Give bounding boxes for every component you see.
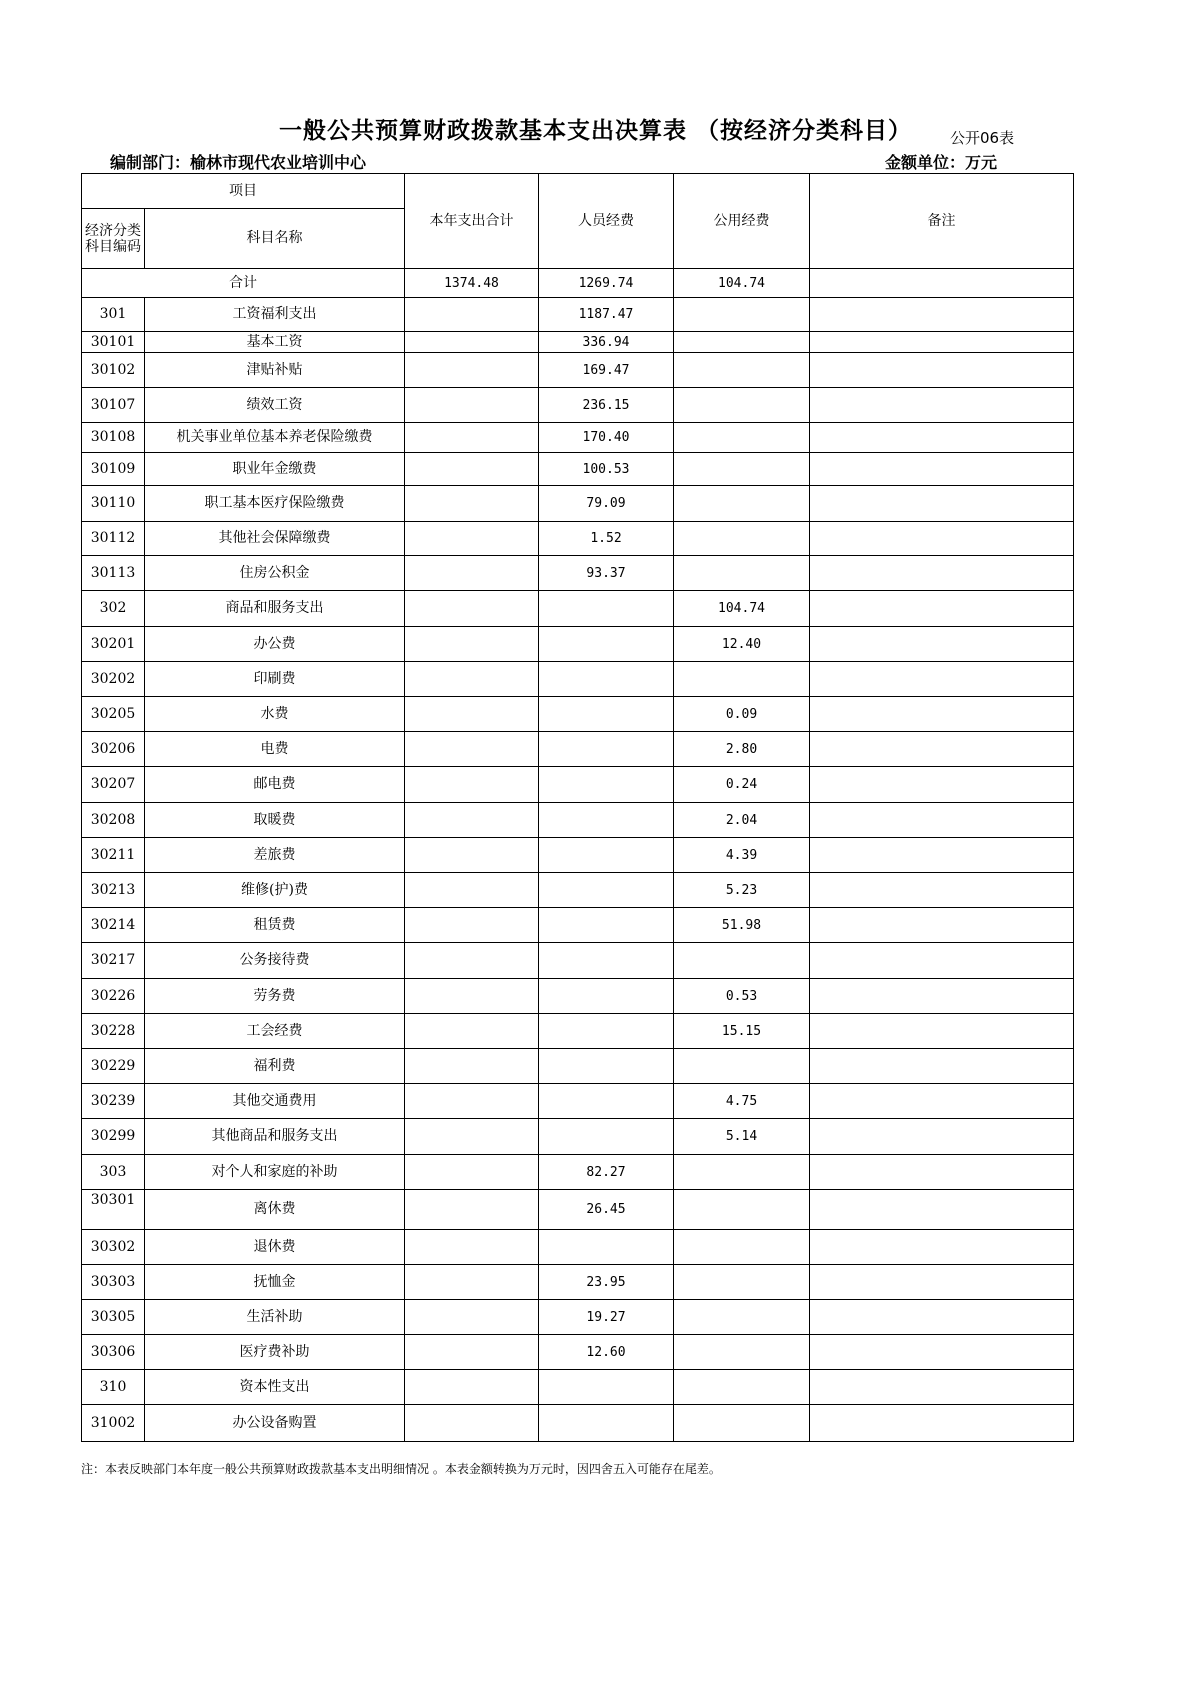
total-personnel: 1269.74 (539, 269, 674, 298)
table-row (82, 767, 1074, 803)
row-total (405, 388, 539, 423)
row-personnel (539, 767, 674, 803)
row-remarks (810, 1405, 1074, 1442)
row-total (405, 1049, 539, 1084)
row-public (674, 298, 810, 332)
row-personnel: 23.95 (539, 1265, 674, 1300)
table-row (82, 1014, 1074, 1049)
row-name: 维修(护)费 (145, 873, 405, 908)
row-name: 职工基本医疗保险缴费 (145, 486, 405, 522)
row-code: 30110 (82, 486, 145, 522)
row-personnel (539, 979, 674, 1014)
row-name: 对个人和家庭的补助 (145, 1155, 405, 1190)
row-personnel: 82.27 (539, 1155, 674, 1190)
table-row (82, 423, 1074, 453)
row-total (405, 1014, 539, 1049)
row-remarks (810, 1049, 1074, 1084)
row-personnel: 100.53 (539, 453, 674, 486)
table-row (82, 332, 1074, 353)
row-total (405, 803, 539, 838)
row-personnel (539, 1049, 674, 1084)
table-row (82, 1049, 1074, 1084)
row-name: 资本性支出 (145, 1370, 405, 1405)
row-remarks (810, 591, 1074, 627)
row-public: 4.75 (674, 1084, 810, 1119)
row-personnel: 26.45 (539, 1190, 674, 1230)
row-remarks (810, 353, 1074, 388)
row-public (674, 486, 810, 522)
row-name: 工资福利支出 (145, 298, 405, 332)
row-public: 0.53 (674, 979, 810, 1014)
row-public (674, 1155, 810, 1190)
row-code: 30109 (82, 453, 145, 486)
table-row (82, 1084, 1074, 1119)
table-row (82, 1370, 1074, 1405)
row-name: 办公费 (145, 627, 405, 662)
table-row (82, 388, 1074, 423)
header-total: 本年支出合计 (405, 174, 539, 269)
row-code: 303 (82, 1155, 145, 1190)
row-total (405, 522, 539, 556)
row-personnel: 1.52 (539, 522, 674, 556)
row-public: 51.98 (674, 908, 810, 943)
row-code: 310 (82, 1370, 145, 1405)
row-code: 30217 (82, 943, 145, 979)
row-remarks (810, 873, 1074, 908)
row-public (674, 662, 810, 697)
row-name: 水费 (145, 697, 405, 732)
row-public (674, 1049, 810, 1084)
table-row (82, 591, 1074, 627)
table-row (82, 453, 1074, 486)
table-row (82, 979, 1074, 1014)
row-code: 30206 (82, 732, 145, 767)
total-remarks (810, 269, 1074, 298)
row-total (405, 1265, 539, 1300)
row-remarks (810, 627, 1074, 662)
department-label: 编制部门：榆林市现代农业培训中心 (110, 153, 367, 172)
row-public: 0.24 (674, 767, 810, 803)
row-code: 30299 (82, 1119, 145, 1155)
row-total (405, 838, 539, 873)
row-code: 30208 (82, 803, 145, 838)
row-name: 取暖费 (145, 803, 405, 838)
row-personnel (539, 1405, 674, 1442)
row-public (674, 1230, 810, 1265)
row-name: 租赁费 (145, 908, 405, 943)
row-total (405, 767, 539, 803)
row-remarks (810, 1335, 1074, 1370)
row-name: 住房公积金 (145, 556, 405, 591)
row-code: 30102 (82, 353, 145, 388)
row-total (405, 1300, 539, 1335)
row-code: 30302 (82, 1230, 145, 1265)
row-remarks (810, 1119, 1074, 1155)
row-remarks (810, 1014, 1074, 1049)
table-row (82, 627, 1074, 662)
row-name: 工会经费 (145, 1014, 405, 1049)
unit-label: 金额单位：万元 (885, 153, 998, 172)
row-personnel: 79.09 (539, 486, 674, 522)
row-total (405, 732, 539, 767)
row-remarks (810, 1370, 1074, 1405)
table-row (82, 1190, 1074, 1230)
row-personnel: 12.60 (539, 1335, 674, 1370)
row-public (674, 1335, 810, 1370)
row-total (405, 1119, 539, 1155)
row-remarks (810, 979, 1074, 1014)
row-public (674, 1190, 810, 1230)
row-code: 30239 (82, 1084, 145, 1119)
table-row (82, 697, 1074, 732)
row-total (405, 556, 539, 591)
row-personnel (539, 838, 674, 873)
row-total (405, 486, 539, 522)
row-personnel: 169.47 (539, 353, 674, 388)
row-personnel (539, 943, 674, 979)
row-personnel: 170.40 (539, 423, 674, 453)
row-code: 30214 (82, 908, 145, 943)
total-row (82, 269, 1074, 298)
row-remarks (810, 1265, 1074, 1300)
row-name: 职业年金缴费 (145, 453, 405, 486)
table-row (82, 1300, 1074, 1335)
row-remarks (810, 943, 1074, 979)
row-total (405, 943, 539, 979)
row-total (405, 908, 539, 943)
row-remarks (810, 423, 1074, 453)
row-total (405, 1190, 539, 1230)
row-personnel (539, 803, 674, 838)
row-public: 0.09 (674, 697, 810, 732)
page-title: 一般公共预算财政拨款基本支出决算表 （按经济分类科目） (278, 117, 912, 144)
row-remarks (810, 732, 1074, 767)
row-public: 2.80 (674, 732, 810, 767)
row-total (405, 1084, 539, 1119)
row-public: 5.23 (674, 873, 810, 908)
total-label: 合计 (82, 269, 405, 298)
row-public (674, 353, 810, 388)
row-remarks (810, 767, 1074, 803)
table-row (82, 1405, 1074, 1442)
row-total (405, 697, 539, 732)
row-name: 退休费 (145, 1230, 405, 1265)
table-row (82, 1155, 1074, 1190)
row-public: 12.40 (674, 627, 810, 662)
row-name: 差旅费 (145, 838, 405, 873)
row-code: 301 (82, 298, 145, 332)
row-personnel: 236.15 (539, 388, 674, 423)
row-remarks (810, 486, 1074, 522)
table-row (82, 353, 1074, 388)
row-total (405, 1230, 539, 1265)
table-row (82, 803, 1074, 838)
row-personnel: 93.37 (539, 556, 674, 591)
row-total (405, 332, 539, 353)
row-remarks (810, 803, 1074, 838)
row-public (674, 388, 810, 423)
row-personnel (539, 908, 674, 943)
row-name: 其他社会保障缴费 (145, 522, 405, 556)
row-name: 福利费 (145, 1049, 405, 1084)
row-total (405, 627, 539, 662)
row-remarks (810, 453, 1074, 486)
row-code: 30306 (82, 1335, 145, 1370)
row-name: 医疗费补助 (145, 1335, 405, 1370)
row-code: 31002 (82, 1405, 145, 1442)
table-row (82, 1119, 1074, 1155)
header-public: 公用经费 (674, 174, 810, 269)
row-code: 30205 (82, 697, 145, 732)
row-name: 印刷费 (145, 662, 405, 697)
table-row (82, 908, 1074, 943)
row-code: 30229 (82, 1049, 145, 1084)
header-personnel: 人员经费 (539, 174, 674, 269)
row-remarks (810, 908, 1074, 943)
row-public: 5.14 (674, 1119, 810, 1155)
row-name: 公务接待费 (145, 943, 405, 979)
row-code: 30213 (82, 873, 145, 908)
row-code: 30211 (82, 838, 145, 873)
row-total (405, 298, 539, 332)
total-total: 1374.48 (405, 269, 539, 298)
row-code: 30303 (82, 1265, 145, 1300)
row-name: 基本工资 (145, 332, 405, 353)
row-personnel: 19.27 (539, 1300, 674, 1335)
row-total (405, 423, 539, 453)
row-public (674, 522, 810, 556)
row-code: 30201 (82, 627, 145, 662)
table-row (82, 732, 1074, 767)
header-remarks: 备注 (810, 174, 1074, 269)
row-personnel (539, 662, 674, 697)
table-row (82, 873, 1074, 908)
table-row (82, 486, 1074, 522)
form-number: 公开06表 (950, 129, 1015, 147)
row-name: 邮电费 (145, 767, 405, 803)
row-public (674, 1370, 810, 1405)
row-name: 离休费 (145, 1190, 405, 1230)
table-row (82, 943, 1074, 979)
row-total (405, 1370, 539, 1405)
table-row (82, 556, 1074, 591)
row-name: 机关事业单位基本养老保险缴费 (145, 423, 405, 453)
row-personnel (539, 591, 674, 627)
row-public (674, 332, 810, 353)
row-remarks (810, 388, 1074, 423)
row-personnel: 1187.47 (539, 298, 674, 332)
row-remarks (810, 697, 1074, 732)
row-total (405, 453, 539, 486)
row-remarks (810, 1230, 1074, 1265)
row-total (405, 1405, 539, 1442)
table-row (82, 838, 1074, 873)
row-remarks (810, 1190, 1074, 1230)
row-public: 104.74 (674, 591, 810, 627)
row-name: 电费 (145, 732, 405, 767)
row-public (674, 1265, 810, 1300)
row-remarks (810, 662, 1074, 697)
row-personnel (539, 1230, 674, 1265)
row-personnel (539, 627, 674, 662)
table-row (82, 1335, 1074, 1370)
row-code: 30112 (82, 522, 145, 556)
row-personnel (539, 732, 674, 767)
row-code: 30101 (82, 332, 145, 353)
row-code: 302 (82, 591, 145, 627)
row-name: 生活补助 (145, 1300, 405, 1335)
expenditure-table (81, 173, 1074, 1442)
header-name: 科目名称 (145, 209, 405, 269)
row-code: 30301 (82, 1190, 145, 1230)
row-public: 4.39 (674, 838, 810, 873)
row-personnel (539, 1084, 674, 1119)
row-name: 其他交通费用 (145, 1084, 405, 1119)
row-personnel (539, 697, 674, 732)
row-name: 商品和服务支出 (145, 591, 405, 627)
row-code: 30228 (82, 1014, 145, 1049)
row-total (405, 353, 539, 388)
table-row (82, 1230, 1074, 1265)
row-public: 2.04 (674, 803, 810, 838)
row-name: 办公设备购置 (145, 1405, 405, 1442)
row-remarks (810, 522, 1074, 556)
row-total (405, 662, 539, 697)
row-public (674, 556, 810, 591)
row-remarks (810, 838, 1074, 873)
row-remarks (810, 1300, 1074, 1335)
row-personnel (539, 1370, 674, 1405)
row-remarks (810, 1155, 1074, 1190)
row-public: 15.15 (674, 1014, 810, 1049)
table-row (82, 662, 1074, 697)
row-name: 抚恤金 (145, 1265, 405, 1300)
row-name: 津贴补贴 (145, 353, 405, 388)
row-code: 30108 (82, 423, 145, 453)
row-remarks (810, 556, 1074, 591)
row-personnel (539, 1014, 674, 1049)
row-total (405, 1155, 539, 1190)
row-name: 其他商品和服务支出 (145, 1119, 405, 1155)
header-project: 项目 (82, 174, 405, 209)
row-public (674, 1300, 810, 1335)
row-remarks (810, 298, 1074, 332)
header-code: 经济分类科目编码 (82, 209, 145, 269)
row-personnel (539, 873, 674, 908)
row-code: 30107 (82, 388, 145, 423)
row-name: 绩效工资 (145, 388, 405, 423)
row-personnel: 336.94 (539, 332, 674, 353)
row-code: 30202 (82, 662, 145, 697)
row-total (405, 979, 539, 1014)
row-public (674, 453, 810, 486)
row-name: 劳务费 (145, 979, 405, 1014)
row-code: 30207 (82, 767, 145, 803)
table-row (82, 522, 1074, 556)
table-row (82, 298, 1074, 332)
row-remarks (810, 332, 1074, 353)
row-public (674, 943, 810, 979)
row-personnel (539, 1119, 674, 1155)
total-public: 104.74 (674, 269, 810, 298)
row-total (405, 1335, 539, 1370)
row-public (674, 423, 810, 453)
row-public (674, 1405, 810, 1442)
table-row (82, 1265, 1074, 1300)
row-total (405, 873, 539, 908)
row-total (405, 591, 539, 627)
row-code: 30226 (82, 979, 145, 1014)
row-code: 30305 (82, 1300, 145, 1335)
row-remarks (810, 1084, 1074, 1119)
row-code: 30113 (82, 556, 145, 591)
footnote: 注：本表反映部门本年度一般公共预算财政拨款基本支出明细情况 。本表金额转换为万元时，因四舍五入可能存在尾差。 (81, 1462, 721, 1476)
